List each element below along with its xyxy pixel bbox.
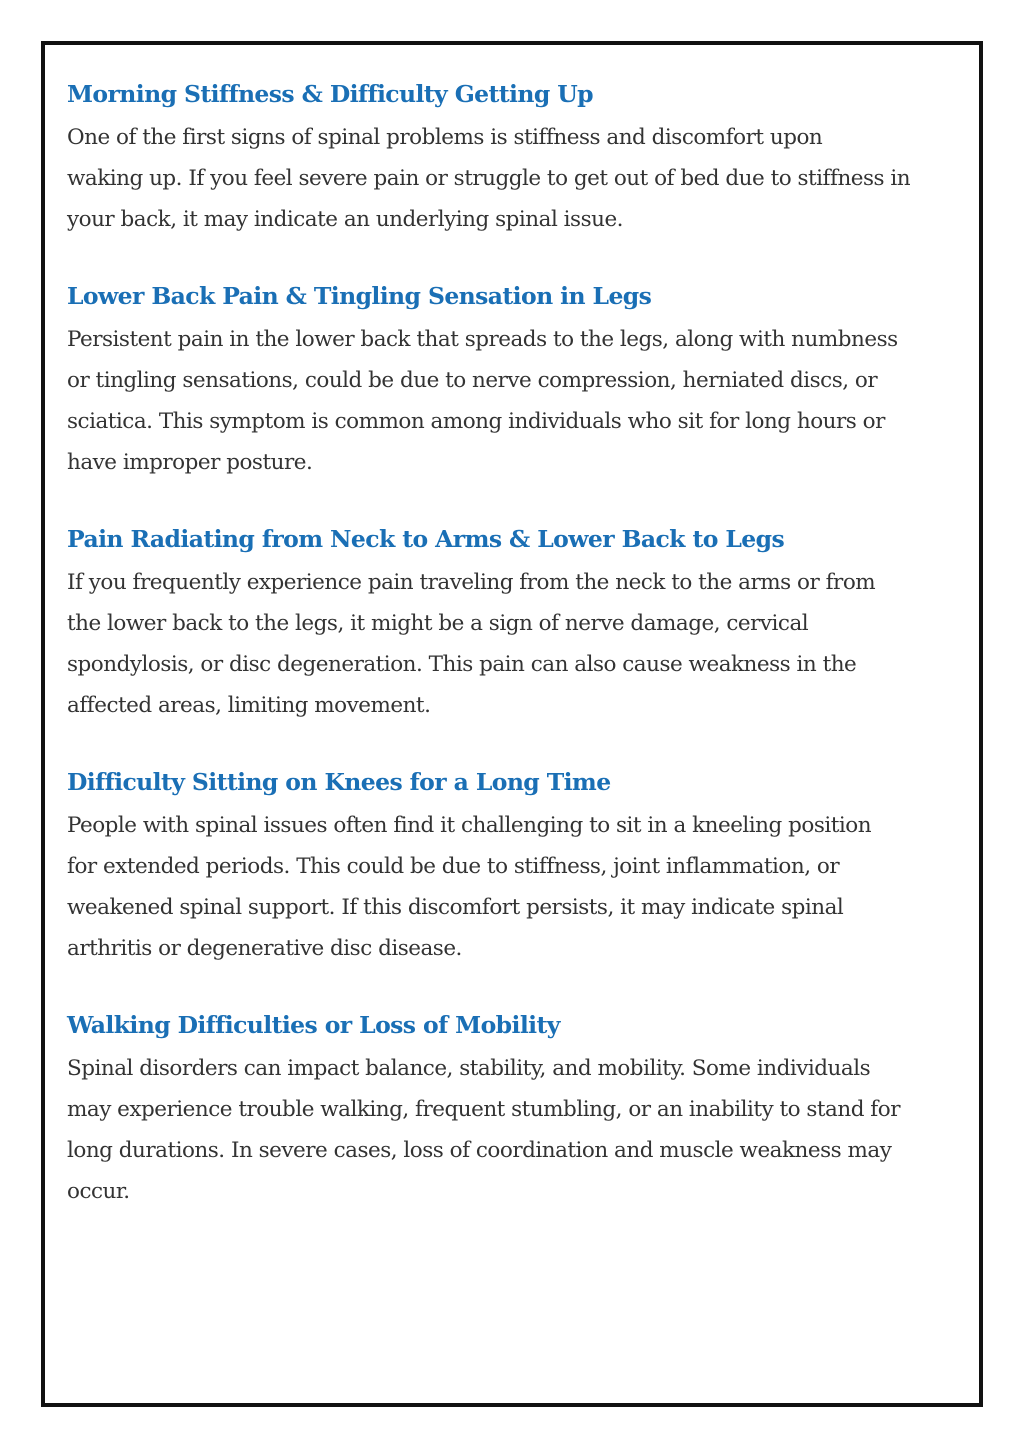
paragraph-line: for extended periods. This could be due to stiffness, joint inflammation, or (67, 854, 840, 879)
paragraph-line: People with spinal issues often find it challenging to sit in a kneeling position (67, 813, 872, 838)
paragraph-line: have improper posture. (67, 450, 313, 475)
section-heading: Pain Radiating from Neck to Arms & Lower Back to Legs (67, 525, 785, 553)
symptom-section (67, 1010, 967, 1212)
paragraph-line: spondylosis, or disc degeneration. This pain can also cause weakness in the (67, 652, 857, 677)
section-paragraph (67, 1048, 967, 1212)
section-paragraph (67, 319, 967, 483)
paragraph-line: the lower back to the legs, it might be a sign of nerve damage, cervical (67, 611, 809, 636)
document-content (67, 79, 967, 1253)
paragraph-line: your back, it may indicate an underlying spinal issue. (67, 207, 624, 232)
symptom-section (67, 281, 967, 483)
paragraph-line: may experience trouble walking, frequent stumbling, or an inability to stand for (67, 1097, 900, 1122)
section-heading: Walking Difficulties or Loss of Mobility (67, 1011, 560, 1039)
paragraph-line: or tingling sensations, could be due to nerve compression, herniated discs, or (67, 368, 878, 393)
paragraph-line: arthritis or degenerative disc disease. (67, 936, 462, 961)
section-paragraph (67, 805, 967, 969)
paragraph-line: If you frequently experience pain traveling from the neck to the arms or from (67, 570, 876, 595)
paragraph-line: waking up. If you feel severe pain or struggle to get out of bed due to stiffness in (67, 166, 911, 191)
paragraph-line: One of the first signs of spinal problems is stiffness and discomfort upon (67, 125, 823, 150)
paragraph-line: sciatica. This symptom is common among individuals who sit for long hours or (67, 409, 885, 434)
symptom-section (67, 767, 967, 969)
symptom-section (67, 524, 967, 726)
paragraph-line: Spinal disorders can impact balance, stability, and mobility. Some individuals (67, 1056, 871, 1081)
paragraph-line: occur. (67, 1179, 130, 1204)
section-paragraph (67, 562, 967, 726)
paragraph-line: long durations. In severe cases, loss of coordination and muscle weakness may (67, 1138, 892, 1163)
paragraph-line: Persistent pain in the lower back that spreads to the legs, along with numbness (67, 327, 898, 352)
paragraph-line: affected areas, limiting movement. (67, 693, 431, 718)
section-heading: Morning Stiffness & Difficulty Getting Up (67, 80, 593, 108)
document-frame (41, 41, 983, 1407)
paragraph-line: weakened spinal support. If this discomfort persists, it may indicate spinal (67, 895, 844, 920)
section-heading: Lower Back Pain & Tingling Sensation in Legs (67, 282, 652, 310)
section-paragraph (67, 117, 967, 240)
section-heading: Difficulty Sitting on Knees for a Long Time (67, 768, 611, 796)
symptom-section (67, 79, 967, 240)
